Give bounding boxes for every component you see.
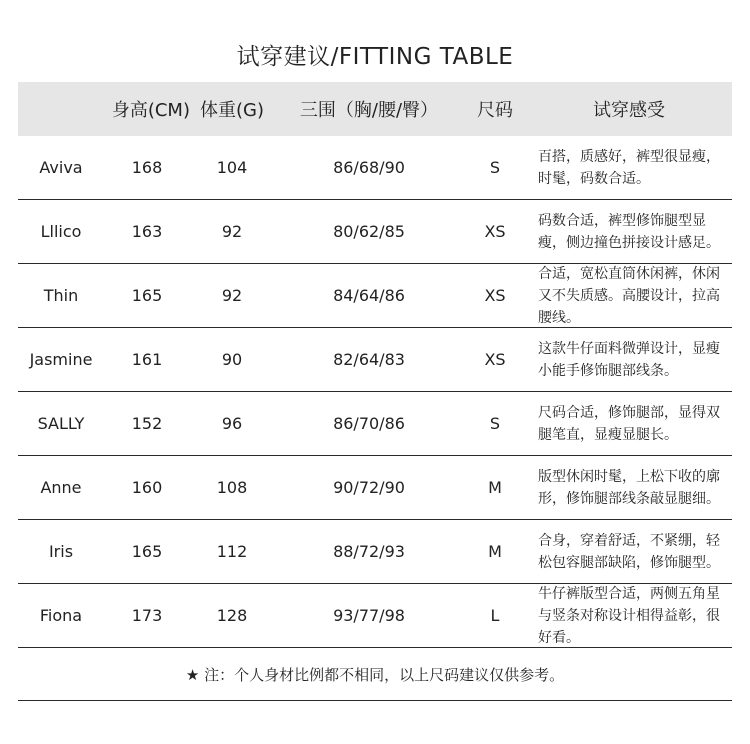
cell-size: S [489,158,501,177]
cell-height: 152 [131,414,163,433]
header-size: 尺码 [477,100,513,121]
cell-name: Lllico [40,222,82,241]
cell-height: 161 [131,350,163,369]
cell-name: Jasmine [29,350,93,369]
cell-comment: 码数合适，裤型修饰腿型显瘦，侧边撞色拼接设计感足。 [538,212,720,251]
cell-measurements: 86/70/86 [333,414,405,433]
cell-height: 173 [131,606,163,625]
cell-height: 165 [131,286,163,305]
cell-comment: 合身，穿着舒适，不紧绷，轻松包容腿部缺陷，修饰腿型。 [538,532,720,571]
cell-name: SALLY [37,414,85,433]
cell-size: S [489,414,501,433]
cell-size: XS [484,350,506,369]
cell-size: XS [484,222,506,241]
cell-size: L [490,606,500,625]
table-row [18,264,732,328]
cell-weight: 128 [216,606,248,625]
cell-name: Thin [43,286,79,305]
cell-measurements: 93/77/98 [333,606,405,625]
cell-comment: 这款牛仔面料微弹设计，显瘦小能手修饰腿部线条。 [538,340,720,379]
table-header [18,82,732,136]
table-row [18,328,732,392]
cell-height: 160 [131,478,163,497]
cell-weight: 108 [216,478,248,497]
cell-weight: 104 [216,158,248,177]
table-row [18,520,732,584]
table-row [18,200,732,264]
cell-name: Iris [48,542,74,561]
table-row [18,136,732,200]
cell-measurements: 80/62/85 [333,222,405,241]
cell-comment: 版型休闲时髦，上松下收的廓形，修饰腿部线条敲显腿细。 [538,468,720,507]
header-bust: 三围（胸/腰/臀） [299,100,439,121]
cell-size: XS [484,286,506,305]
cell-comment: 牛仔裤版型合适，两侧五角星与竖条对称设计相得益彰，很好看。 [538,585,720,646]
cell-comment: 尺码合适，修饰腿部，显得双腿笔直，显瘦显腿长。 [538,404,720,443]
table-row [18,456,732,520]
cell-weight: 96 [221,414,243,433]
header-weight: 体重(G) [200,100,264,121]
header-height: 身高(CM) [111,100,190,121]
cell-weight: 112 [216,542,248,561]
cell-name: Aviva [39,158,83,177]
table-row [18,584,732,648]
cell-measurements: 82/64/83 [333,350,405,369]
footnote: ★ 注：个人身材比例都不相同，以上尺码建议仅供参考。 [18,648,732,701]
cell-measurements: 90/72/90 [333,478,405,497]
cell-height: 165 [131,542,163,561]
cell-weight: 92 [221,286,243,305]
cell-height: 168 [131,158,163,177]
header-comment: 试穿感受 [593,100,665,121]
cell-comment: 合适，宽松直筒休闲裤，休闲又不失质感。高腰设计，拉高腰线。 [538,265,720,326]
cell-measurements: 84/64/86 [333,286,405,305]
cell-weight: 92 [221,222,243,241]
cell-measurements: 86/68/90 [333,158,405,177]
table-body [18,136,732,648]
cell-name: Anne [40,478,82,497]
page-title: 试穿建议/FITTING TABLE [236,44,514,70]
cell-name: Fiona [39,606,83,625]
cell-size: M [488,542,502,561]
cell-height: 163 [131,222,163,241]
cell-weight: 90 [221,350,243,369]
cell-size: M [488,478,502,497]
cell-measurements: 88/72/93 [333,542,405,561]
cell-comment: 百搭，质感好，裤型很显瘦，时髦，码数合适。 [538,148,720,187]
fitting-table [18,82,732,701]
table-row [18,392,732,456]
